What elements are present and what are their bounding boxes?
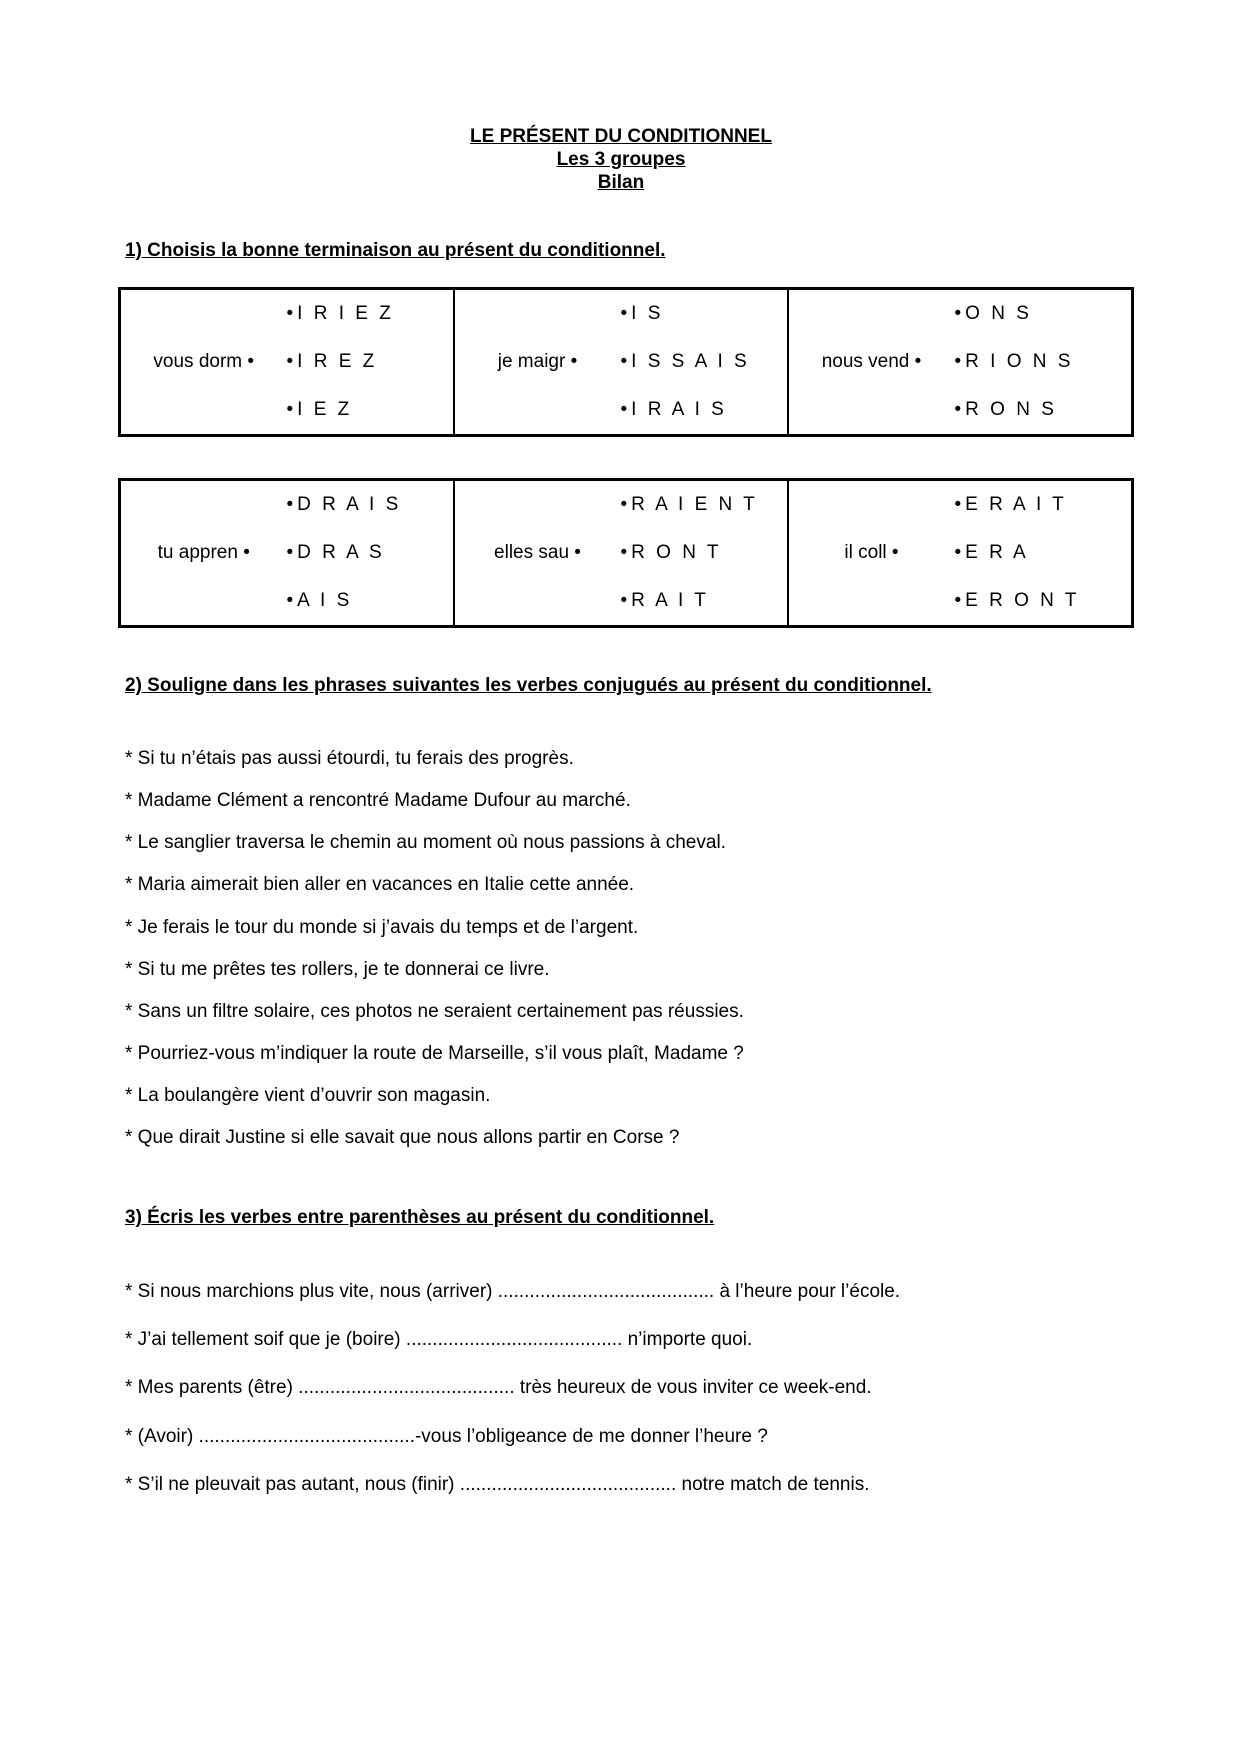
options-cell: [621, 289, 788, 436]
exercise1-instruction: 1) Choisis la bonne terminaison au présent du conditionnel.: [125, 240, 666, 261]
endings-table-2: [118, 478, 1134, 628]
exercise2-sentence[interactable]: * Le sanglier traversa le chemin au moment où nous passions à cheval.: [125, 832, 726, 853]
ending-option[interactable]: • I S S A I S: [620, 351, 750, 372]
exercise3-sentence[interactable]: * J’ai tellement soif que je (boire) ......................................... n’importe quoi.: [125, 1329, 753, 1350]
exercise3-instruction: 3) Écris les verbes entre parenthèses au présent du conditionnel.: [125, 1207, 715, 1228]
exercise2-sentence[interactable]: * Sans un filtre solaire, ces photos ne seraient certainement pas réussies.: [125, 1001, 744, 1022]
exercise2-sentence[interactable]: * Pourriez-vous m’indiquer la route de Marseille, s’il vous plaît, Madame ?: [125, 1043, 744, 1064]
options-cell: [287, 289, 454, 436]
exercise2-sentence[interactable]: * Si tu me prêtes tes rollers, je te donnerai ce livre.: [125, 959, 550, 980]
ending-option[interactable]: • E R A: [954, 542, 1029, 563]
ending-option[interactable]: • R A I T: [620, 590, 709, 611]
exercise2-sentence[interactable]: * Madame Clément a rencontré Madame Dufour au marché.: [125, 790, 631, 811]
verb-stem: elles sau •: [454, 480, 621, 627]
ending-option[interactable]: • R A I E N T: [620, 494, 758, 515]
verb-stem: je maigr •: [454, 289, 621, 436]
page-label: Bilan: [597, 172, 645, 193]
ending-option[interactable]: • D R A S: [286, 542, 385, 563]
ending-option[interactable]: • R O N T: [620, 542, 722, 563]
ending-option[interactable]: • E R O N T: [954, 590, 1080, 611]
ending-option[interactable]: • R O N S: [954, 399, 1057, 420]
ending-option[interactable]: • I R I E Z: [286, 303, 394, 324]
exercise2-sentence[interactable]: * Maria aimerait bien aller en vacances en Italie cette année.: [125, 874, 635, 895]
options-cell: [287, 480, 454, 627]
options-cell: [621, 480, 788, 627]
ending-option[interactable]: • R I O N S: [954, 351, 1074, 372]
exercise3-sentence[interactable]: * Mes parents (être) ......................................... très heureux de vous inviter ce week-end.: [125, 1377, 872, 1398]
verb-stem: il coll •: [788, 480, 955, 627]
ending-option[interactable]: • I R A I S: [620, 399, 727, 420]
exercise2-sentence[interactable]: * Je ferais le tour du monde si j’avais du temps et de l’argent.: [125, 917, 639, 938]
exercise2-sentence[interactable]: * Si tu n’étais pas aussi étourdi, tu ferais des progrès.: [125, 748, 574, 769]
page-subtitle: Les 3 groupes: [556, 149, 686, 170]
exercise3-sentence[interactable]: * (Avoir) .........................................-vous l’obligeance de me donner l’heure ?: [125, 1426, 768, 1447]
exercise2-sentence[interactable]: * Que dirait Justine si elle savait que nous allons partir en Corse ?: [125, 1127, 680, 1148]
verb-stem: nous vend •: [788, 289, 955, 436]
ending-option[interactable]: • O N S: [954, 303, 1032, 324]
ending-option[interactable]: • E R A I T: [954, 494, 1067, 515]
verb-stem: tu appren •: [157, 542, 250, 563]
options-cell: [955, 480, 1133, 627]
exercise2-instruction: 2) Souligne dans les phrases suivantes les verbes conjugués au présent du conditionnel.: [125, 675, 932, 696]
ending-option[interactable]: • I S: [620, 303, 664, 324]
ending-option[interactable]: • I E Z: [286, 399, 353, 420]
ending-option[interactable]: • A I S: [286, 590, 353, 611]
ending-option[interactable]: • I R E Z: [286, 351, 378, 372]
options-cell: [955, 289, 1133, 436]
verb-stem: vous dorm •: [153, 351, 255, 372]
exercise3-sentence[interactable]: * S’il ne pleuvait pas autant, nous (finir) ......................................... notre match de tennis.: [125, 1474, 870, 1495]
page-title: LE PRÉSENT DU CONDITIONNEL: [470, 126, 772, 147]
exercise2-sentence[interactable]: * La boulangère vient d’ouvrir son magasin.: [125, 1085, 491, 1106]
ending-option[interactable]: • D R A I S: [286, 494, 402, 515]
endings-table-1: [118, 287, 1134, 437]
exercise3-sentence[interactable]: * Si nous marchions plus vite, nous (arriver) ......................................... à l’heure pour l’école.: [125, 1281, 901, 1302]
